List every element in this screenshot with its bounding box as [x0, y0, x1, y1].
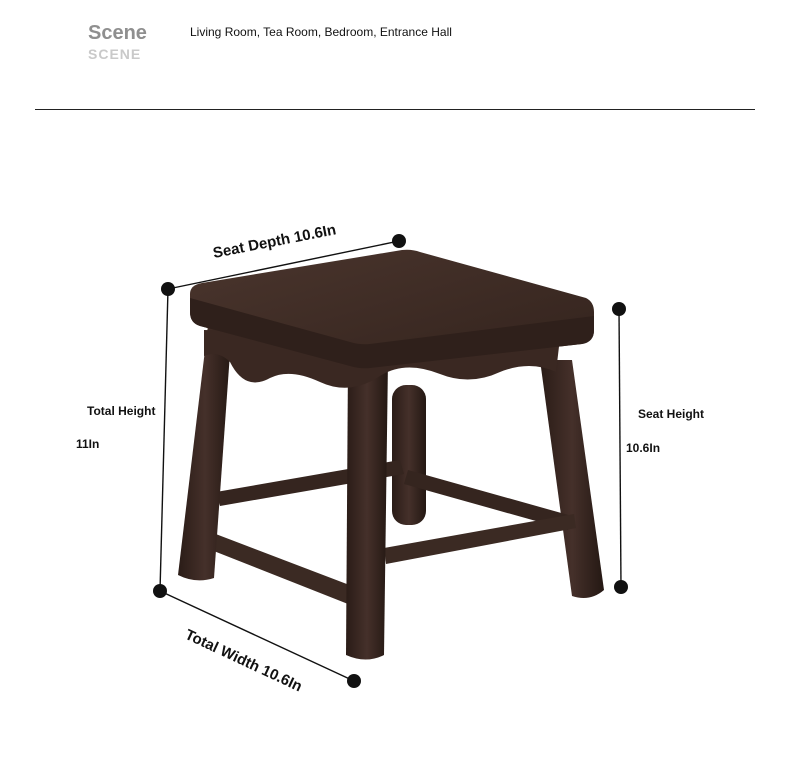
- dimension-point: [347, 674, 361, 688]
- stool-front-leg-center: [346, 360, 388, 660]
- stool-stretcher-front-left: [196, 528, 352, 604]
- total-width-label: Total Width 10.6In: [182, 626, 305, 696]
- stool-image: [178, 250, 604, 660]
- total-height-label: Total Height: [87, 404, 156, 418]
- total-height-value: 11In: [76, 437, 100, 451]
- dimension-point: [614, 580, 628, 594]
- seat-height-line: [619, 309, 621, 587]
- dimension-point: [153, 584, 167, 598]
- seat-height-value: 10.6In: [626, 441, 661, 455]
- dimension-point: [161, 282, 175, 296]
- seat-depth-label: Seat Depth 10.6In: [211, 221, 338, 262]
- total-height-line: [160, 289, 168, 591]
- scene-subtitle: SCENE: [88, 46, 142, 62]
- stool-back-leg-left: [392, 385, 426, 525]
- dimension-point: [392, 234, 406, 248]
- seat-height-label: Seat Height: [638, 407, 705, 421]
- dimension-point: [612, 302, 626, 316]
- scene-title: Scene: [88, 22, 147, 44]
- scene-rooms-list: Living Room, Tea Room, Bedroom, Entrance Hall: [190, 25, 452, 39]
- stool-back-leg-right: [540, 360, 604, 598]
